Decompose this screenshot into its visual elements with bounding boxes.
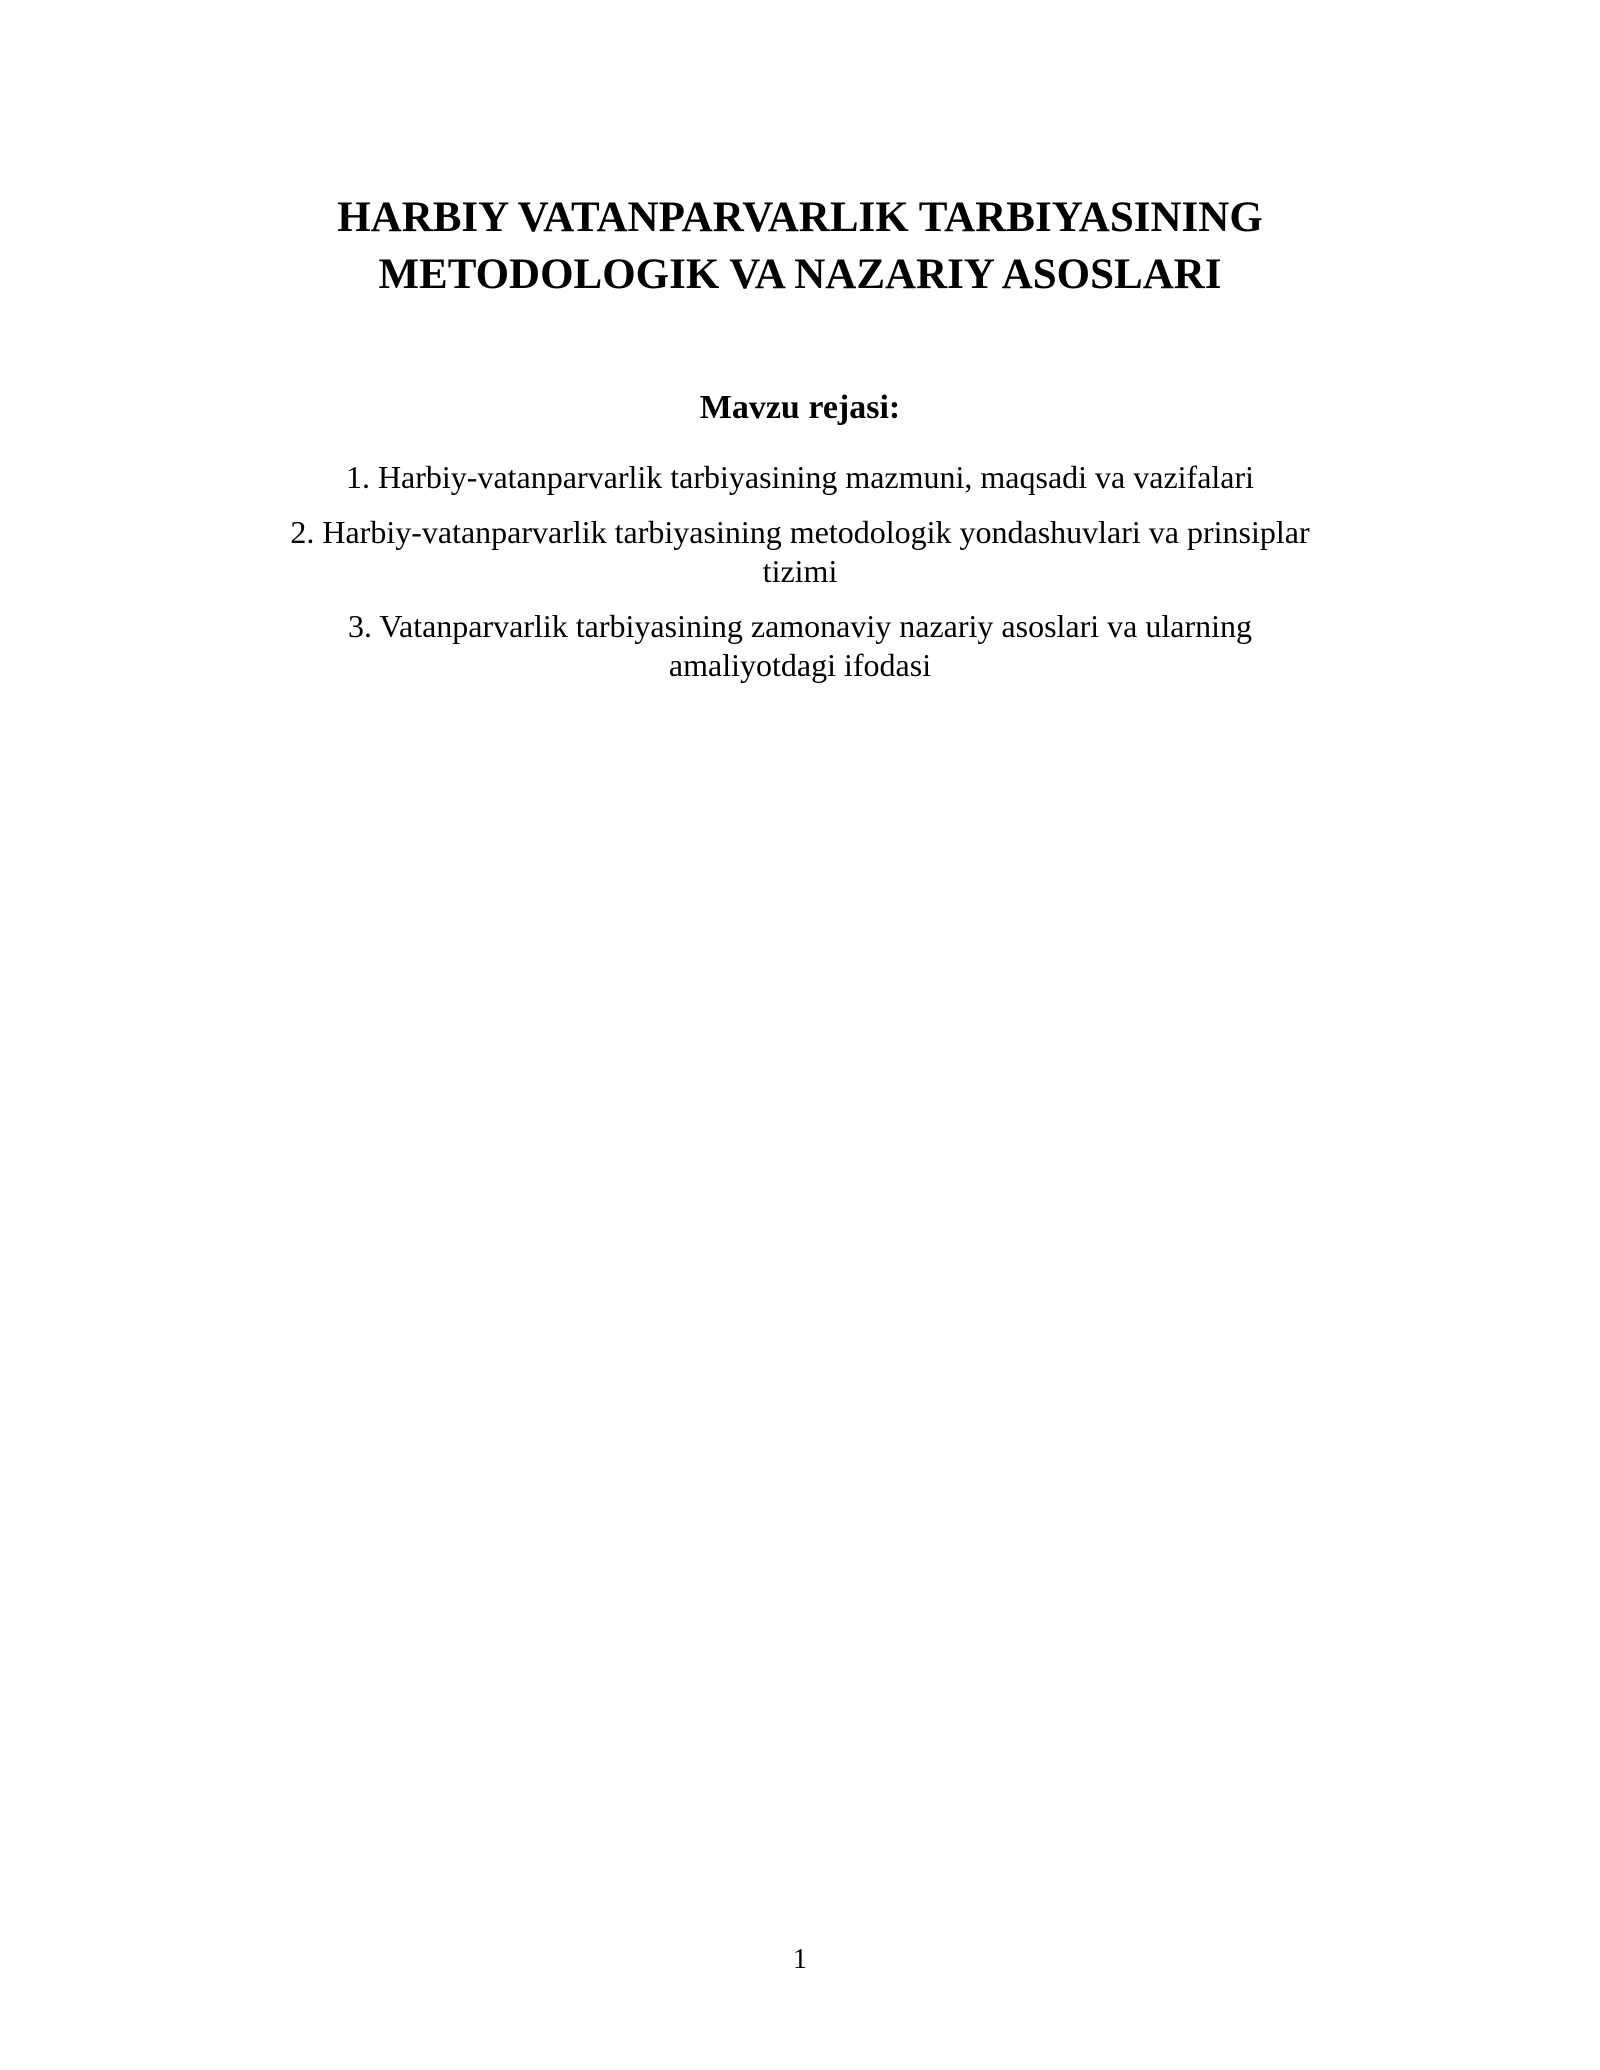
plan-item bbox=[200, 513, 1400, 591]
plan-item-line: 2. Harbiy-vatanparvarlik tarbiyasining metodologik yondashuvlari va prinsiplar bbox=[290, 514, 1310, 550]
document-title-line: METODOLOGIK VA NAZARIY ASOSLARI bbox=[378, 251, 1222, 298]
plan-item bbox=[200, 607, 1400, 685]
document-title bbox=[180, 189, 1420, 303]
plan-item-line: tizimi bbox=[762, 553, 838, 589]
plan-item bbox=[200, 458, 1400, 497]
plan-item-line: 3. Vatanparvarlik tarbiyasining zamonaviy nazariy asoslari va ularning bbox=[348, 608, 1252, 644]
plan-list bbox=[200, 458, 1400, 701]
plan-heading: Mavzu rejasi: bbox=[699, 389, 901, 426]
document-title-line: HARBIY VATANPARVARLIK TARBIYASINING bbox=[337, 194, 1263, 241]
plan-item-line: amaliyotdagi ifodasi bbox=[668, 647, 932, 683]
page-number: 1 bbox=[793, 1944, 807, 1975]
plan-item-line: 1. Harbiy-vatanparvarlik tarbiyasining mazmuni, maqsadi va vazifalari bbox=[345, 459, 1255, 495]
